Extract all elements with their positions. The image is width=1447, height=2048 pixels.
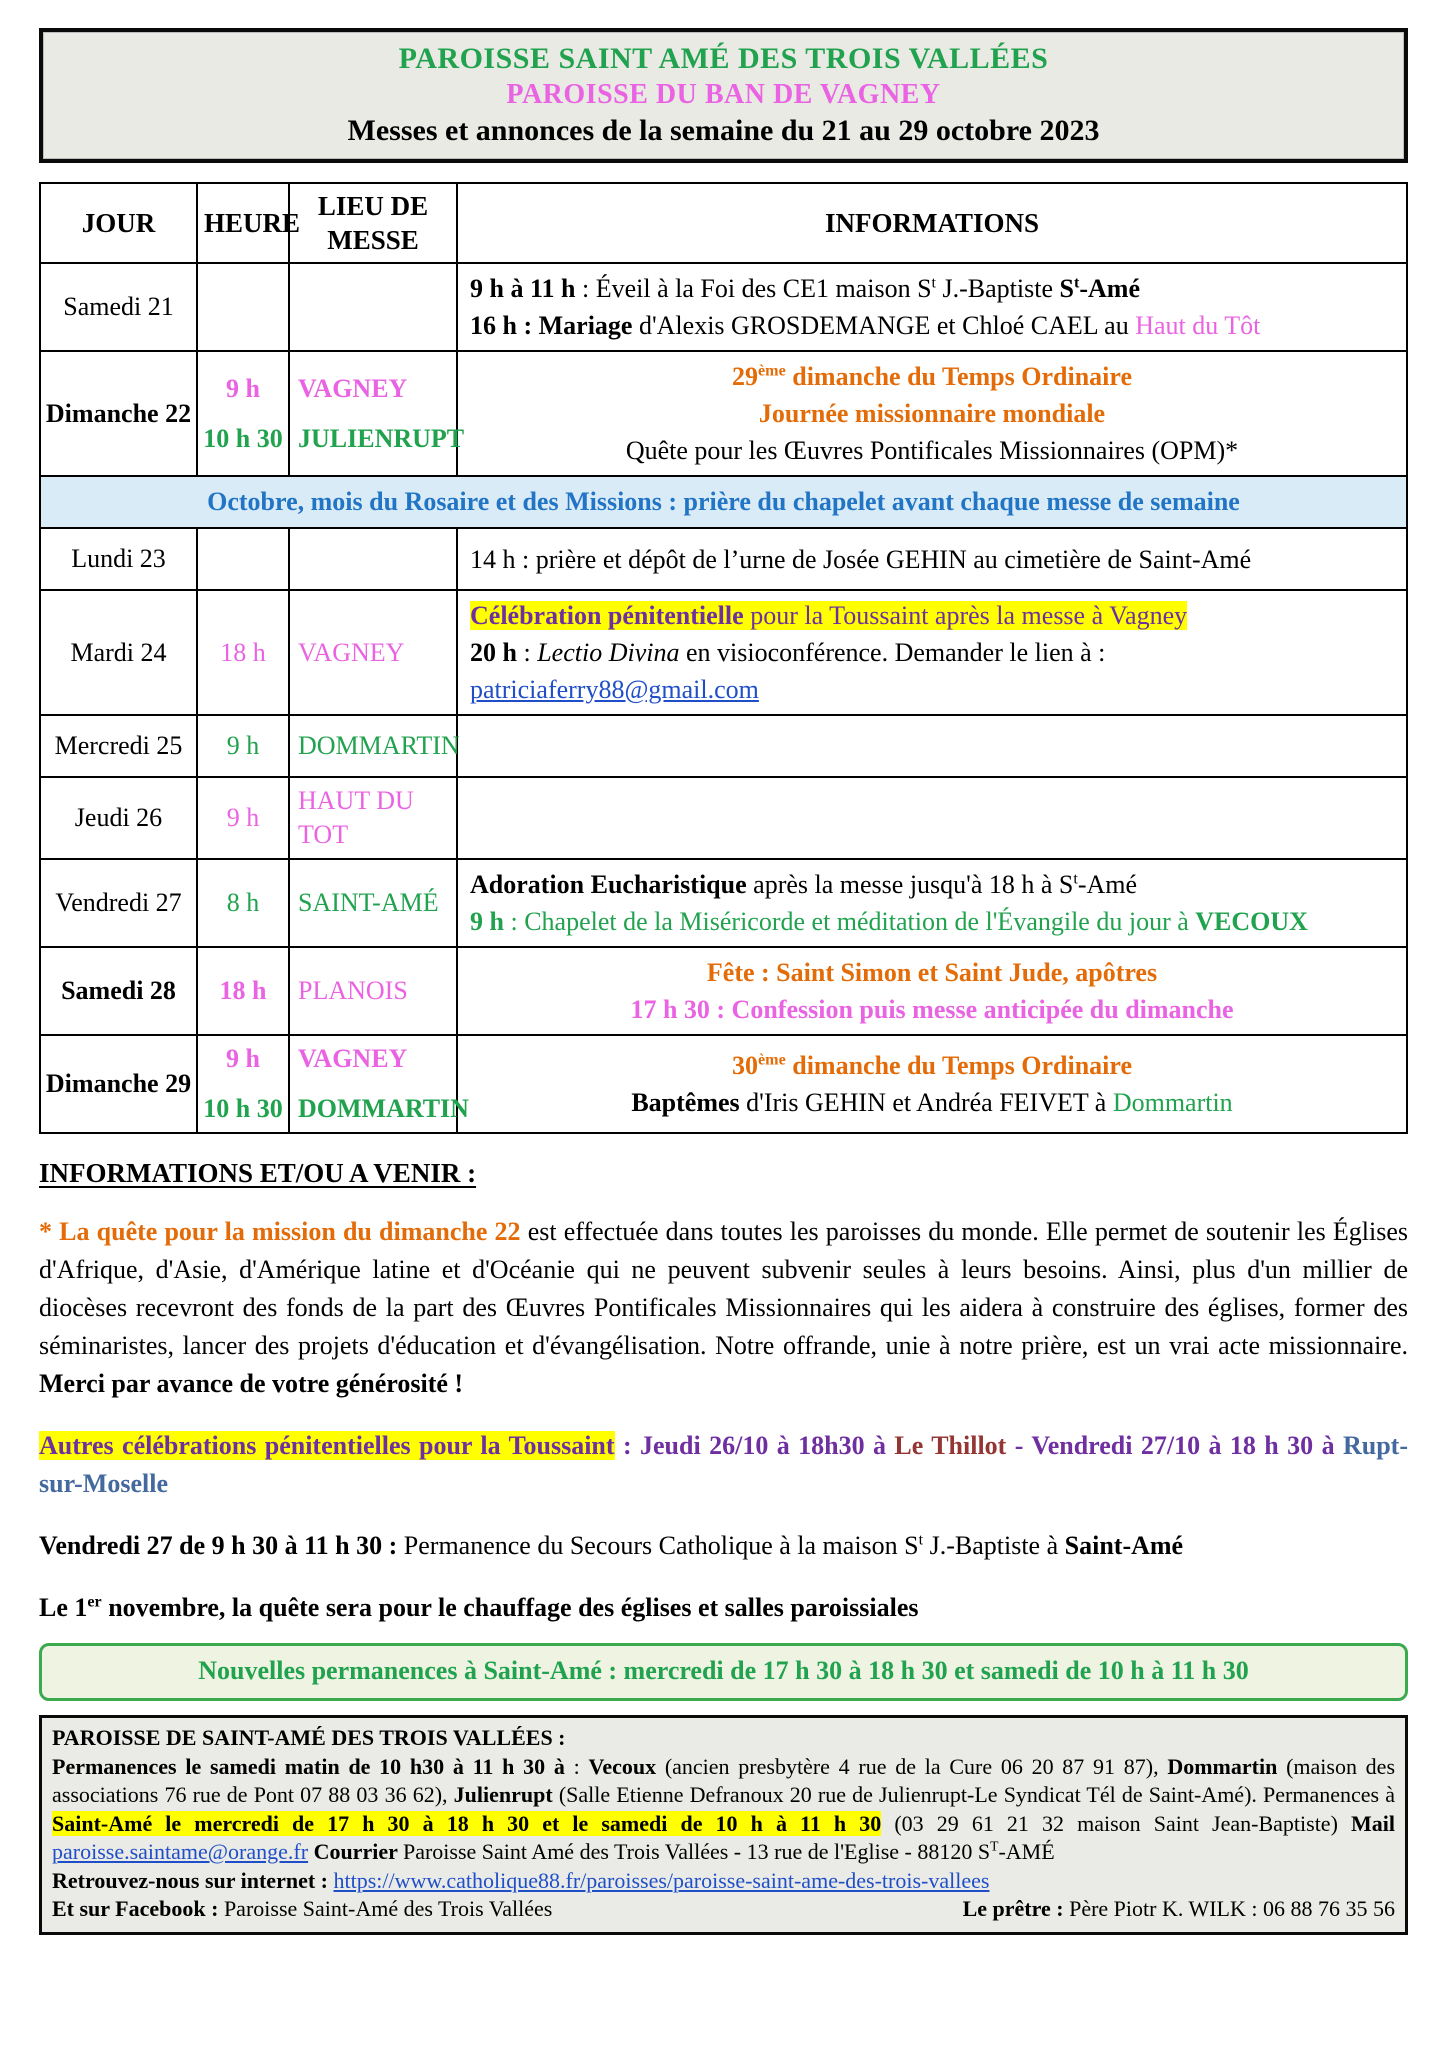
text-segment: 10 h 30 [203, 1094, 283, 1123]
day-label: Dimanche 22 [45, 398, 192, 428]
text-segment: (ancien presbytère 4 rue de la Cure 06 20 87 91 87), [656, 1753, 1168, 1779]
text-segment: (maison des associations 76 rue de Pont 07 88 03 36 62), [52, 1753, 1396, 1807]
day-label: Vendredi 27 [55, 888, 182, 917]
table-row [40, 528, 1407, 590]
hour-value [200, 1092, 286, 1126]
text-segment: Le 1 [39, 1593, 88, 1622]
table-header-row [40, 183, 1407, 263]
footer-facebook [52, 1895, 552, 1924]
text-segment: d'Iris GEHIN et Andréa FEIVET à [739, 1088, 1113, 1117]
place-cell [289, 263, 457, 351]
day-cell [40, 528, 197, 590]
text-segment: dimanche du Temps Ordinaire [785, 1051, 1132, 1080]
text-segment: 9 h à 11 h [470, 274, 582, 303]
text-segment: 17 h 30 : Confession puis messe anticipée du dimanche [630, 995, 1234, 1024]
info-cell [457, 947, 1407, 1035]
hour-value [200, 636, 286, 670]
place-value [298, 636, 454, 670]
hour-value [200, 886, 286, 920]
text-segment: SAINT-AMÉ [298, 888, 439, 917]
col-header-heure: HEURE [197, 183, 289, 263]
text-segment: VAGNEY [298, 637, 405, 667]
hour-cell [197, 590, 289, 715]
text-segment: Journée missionnaire mondiale [758, 399, 1106, 428]
place-value [298, 886, 454, 920]
place-cell [289, 351, 465, 476]
week-subtitle: Messes et annonces de la semaine du 21 au 29 octobre 2023 [347, 114, 1100, 147]
footer-internet-line [52, 1867, 1395, 1896]
place-value [298, 372, 454, 406]
table-row [40, 859, 1407, 947]
hour-cell [197, 528, 289, 590]
text-segment: Haut du Tôt [1135, 311, 1261, 340]
info-line [470, 307, 1394, 344]
text-segment: Quête pour les Œuvres Pontificales Missionnaires (OPM)* [625, 436, 1239, 465]
text-segment: Saint-Amé [1064, 1531, 1184, 1560]
text-segment: 29 [732, 362, 758, 391]
hour-value [200, 974, 286, 1008]
text-segment: : Chapelet de la Miséricorde et méditation de l'Évangile du jour à [503, 907, 1196, 936]
text-segment: Vendredi 27 de 9 h 30 à 11 h 30 : [39, 1531, 398, 1560]
hour-value [200, 801, 286, 835]
day-label: Mercredi 25 [54, 731, 183, 760]
day-cell [40, 715, 197, 777]
hour-cell [197, 859, 289, 947]
day-label: Dimanche 29 [45, 1069, 192, 1098]
place-value [298, 729, 460, 763]
parish-title-2: PAROISSE DU BAN DE VAGNEY [506, 79, 941, 110]
place-value [298, 1092, 469, 1126]
text-segment: 14 h : prière et dépôt de l’urne de Josée GEHIN au cimetière de Saint-Amé [470, 544, 1252, 574]
place-value [298, 422, 465, 456]
text-segment: Vecoux [588, 1753, 657, 1779]
text-segment: Paroisse Saint-Amé des Trois Vallées [223, 1896, 553, 1921]
hour-cell [197, 715, 289, 777]
hour-value [200, 422, 286, 456]
info-line [470, 866, 1394, 903]
text-segment: Adoration Eucharistique [470, 870, 747, 899]
text-segment: : Éveil à la Foi des CE1 maison S [582, 274, 932, 303]
text-segment: Paroisse Saint Amé des Trois Vallées - 13 rue de l'Eglise - 88120 S [402, 1839, 991, 1864]
text-segment: 9 h [470, 907, 504, 936]
text-segment: 9 h [226, 803, 260, 832]
text-segment: Merci par avance de votre générosité ! [39, 1369, 464, 1398]
text-segment: VECOUX [1195, 907, 1308, 936]
text-segment: S [1059, 274, 1074, 303]
text-segment: Autres célébrations pénitentielles pour la Toussaint [39, 1431, 615, 1460]
table-row [40, 947, 1407, 1035]
info-line [470, 1084, 1394, 1121]
secours-catholique-paragraph [39, 1527, 1408, 1565]
text-segment: 9 h [226, 1044, 260, 1073]
text-segment: Permanence du Secours Catholique à la maison S [397, 1531, 919, 1560]
text-segment: HAUT DU TOT [298, 786, 414, 849]
text-segment: VAGNEY [298, 1044, 408, 1073]
text-segment: Courrier [313, 1839, 403, 1864]
section-heading: INFORMATIONS ET/OU A VENIR : [39, 1158, 477, 1188]
text-segment: J.-Baptiste [936, 274, 1060, 303]
hour-cell [197, 1035, 289, 1133]
text-segment: dimanche du Temps Ordinaire [785, 362, 1132, 391]
table-row [40, 777, 1407, 859]
text-segment: (Salle Etienne Defranoux 20 rue de Julienrupt-Le Syndicat Tél de Saint-Amé). Permanences à [552, 1782, 1395, 1807]
text-segment: Saint-Amé le mercredi de 17 h 30 à 18 h 30 et le samedi de 10 h à 11 h 30 [52, 1810, 882, 1836]
footer-title [52, 1724, 1395, 1753]
footer-box [39, 1715, 1408, 1935]
text-segment: après la messe jusqu'à 18 h à S [746, 870, 1074, 899]
hour-value [200, 372, 286, 406]
text-segment: 10 h 30 [203, 423, 283, 453]
place-cell [289, 859, 457, 947]
table-row [40, 351, 1407, 476]
text-segment: PLANOIS [298, 976, 408, 1005]
info-cell [457, 777, 1407, 859]
footer-pretre [963, 1895, 1395, 1924]
place-cell [289, 528, 457, 590]
schedule-table [39, 182, 1408, 1134]
col-header-informations: INFORMATIONS [457, 183, 1407, 263]
hour-cell [197, 263, 289, 351]
info-cell [457, 528, 1407, 590]
info-cell [457, 1035, 1407, 1133]
info-line [470, 1047, 1394, 1084]
text-segment: Dommartin [1167, 1753, 1278, 1779]
info-cell [457, 351, 1407, 476]
permanences-box [39, 1643, 1408, 1701]
text-segment: ème [758, 1051, 786, 1069]
text-segment: 18 h [219, 976, 267, 1005]
info-line [470, 541, 1394, 578]
text-segment: J.-Baptiste à [923, 1531, 1065, 1560]
place-value [298, 784, 454, 852]
text-segment: t [918, 1531, 924, 1549]
info-cell [457, 590, 1407, 715]
day-cell [40, 777, 197, 859]
info-cell [457, 263, 1407, 351]
text-segment: 8 h [226, 888, 260, 917]
day-label: Samedi 28 [61, 976, 176, 1005]
text-segment: : [516, 638, 538, 667]
info-line [470, 597, 1394, 634]
rosary-banner [40, 476, 1407, 528]
text-segment: Père Piotr K. WILK : 06 88 76 35 56 [1069, 1896, 1395, 1921]
text-segment: Nouvelles permanences à Saint-Amé : mercredi de 17 h 30 à 18 h 30 et samedi de 10 h à 11 h 30 [198, 1656, 1249, 1685]
table-row [40, 590, 1407, 715]
table-row [40, 715, 1407, 777]
text-segment: Fête : Saint Simon et Saint Jude, apôtres [706, 958, 1158, 987]
rosary-banner-row [40, 476, 1407, 528]
text-segment: 30 [732, 1051, 758, 1080]
text-segment: - Vendredi 27/10 à 18 h 30 à [1006, 1431, 1343, 1460]
hour-cell [197, 351, 289, 476]
info-line [470, 432, 1394, 469]
table-row [40, 1035, 1407, 1133]
hour-cell [197, 777, 289, 859]
day-cell [40, 351, 197, 476]
text-segment: Permanences le samedi matin de 10 h30 à 11 h 30 à [52, 1753, 565, 1779]
text-segment: Dommartin [1112, 1088, 1233, 1117]
table-row [40, 263, 1407, 351]
text-segment: PAROISSE DE SAINT-AMÉ DES TROIS VALLÉES : [52, 1725, 566, 1750]
text-segment: Le Thillot [894, 1431, 1007, 1460]
text-segment: Mail [1351, 1810, 1395, 1836]
text-segment: * La quête pour la mission du dimanche 22 [39, 1217, 521, 1246]
text-segment: novembre, la quête sera pour le chauffage des églises et salles paroissiales [101, 1593, 919, 1622]
info-line [470, 358, 1394, 395]
place-cell [289, 590, 457, 715]
day-label: Lundi 23 [71, 544, 166, 573]
text-segment: 9 h [226, 373, 260, 403]
text-segment: pour la Toussaint après la messe à Vagney [743, 601, 1188, 630]
info-line [470, 395, 1394, 432]
text-segment: 20 h [470, 638, 517, 667]
text-segment: est effectuée dans toutes les paroisses du monde. Elle permet de soutenir les Églises d'Afrique, d'Asie, d'Amérique latine et d'Océanie qui ne peuvent subvenir seules à leurs besoins. Ainsi, plus d'un millier de diocèses recevront des fonds de la part des Œuvres Pontificales Missionnaires qui les aidera à construire des églises, former des séminaristes, lancer des projets d'éducation et d'évangélisation. Notre offrande, unie à notre prière, est un vrai acte missionnaire. [39, 1217, 1408, 1360]
col-header-lieu-de-messe: LIEU DE MESSE [289, 183, 457, 263]
place-cell [289, 777, 457, 859]
schedule-table-body [40, 263, 1407, 1133]
info-cell [457, 715, 1407, 777]
text-segment: Et sur Facebook : [52, 1896, 224, 1921]
info-line [470, 671, 1394, 708]
info-cell [457, 859, 1407, 947]
quete-mission-paragraph [39, 1213, 1408, 1403]
info-line [470, 270, 1394, 307]
text-segment: -Amé [1079, 274, 1140, 303]
place-value [298, 974, 454, 1008]
text-segment: 18 h [220, 637, 266, 667]
day-label: Mardi 24 [70, 637, 167, 667]
text-segment: : [564, 1753, 589, 1779]
day-cell [40, 859, 197, 947]
parish-title-1: PAROISSE SAINT AMÉ DES TROIS VALLÉES [398, 42, 1049, 75]
day-label: Samedi 21 [63, 292, 174, 321]
website-link[interactable]: https://www.catholique88.fr/paroisses/paroisse-saint-ame-des-trois-vallees [333, 1867, 990, 1893]
text-segment: Octobre, mois du Rosaire et des Missions : prière du chapelet avant chaque messe de semaine [207, 487, 1240, 516]
place-value [298, 1042, 454, 1076]
text-segment: Retrouvez-nous sur internet : [52, 1867, 334, 1893]
footer-permanences-paragraph [52, 1753, 1395, 1867]
text-segment: d'Alexis GROSDEMANGE et Chloé CAEL au [632, 311, 1136, 340]
quete-novembre-paragraph [39, 1589, 1408, 1627]
day-cell [40, 590, 197, 715]
info-line [470, 903, 1394, 940]
text-segment: Baptêmes [631, 1088, 740, 1117]
text-segment: Lectio Divina [537, 638, 680, 667]
place-cell [289, 947, 457, 1035]
info-line [470, 954, 1394, 991]
text-segment: -Amé [1077, 870, 1138, 899]
text-segment: -AMÉ [998, 1839, 1055, 1864]
document-header [39, 28, 1408, 163]
day-cell [40, 263, 197, 351]
email-link[interactable]: patriciaferry88@gmail.com [470, 675, 759, 704]
text-segment: VAGNEY [298, 373, 408, 403]
text-segment: er [87, 1593, 102, 1611]
text-segment: t [931, 274, 937, 292]
text-segment: T [990, 1838, 999, 1854]
autres-celebrations-paragraph [39, 1427, 1408, 1503]
col-header-jour: JOUR [40, 183, 197, 263]
footer-bottom-line [52, 1895, 1395, 1924]
text-segment: t [1073, 870, 1078, 888]
info-line [470, 634, 1394, 671]
text-segment: (03 29 61 21 32 maison Saint Jean-Baptiste) [881, 1810, 1351, 1836]
text-segment: Le prêtre : [962, 1896, 1070, 1921]
day-cell [40, 947, 197, 1035]
day-label: Jeudi 26 [74, 803, 163, 832]
text-segment: Célébration pénitentielle [470, 601, 744, 630]
text-segment: Julienrupt [453, 1782, 553, 1807]
text-segment: DOMMARTIN [298, 731, 460, 760]
text-segment: ème [758, 362, 786, 380]
hour-cell [197, 947, 289, 1035]
text-segment: 16 h : Mariage [470, 311, 633, 340]
hour-value [200, 1042, 286, 1076]
info-line [470, 991, 1394, 1028]
text-segment: 9 h [226, 731, 260, 760]
place-cell [289, 715, 460, 777]
text-segment: t [1073, 274, 1080, 292]
text-segment: : Jeudi 26/10 à 18h30 à [614, 1431, 895, 1460]
hour-value [200, 729, 286, 763]
text-segment: DOMMARTIN [298, 1094, 469, 1123]
text-segment: Rupt-sur-Moselle [39, 1431, 1408, 1498]
day-cell [40, 1035, 197, 1133]
text-segment: JULIENRUPT [298, 423, 465, 453]
footer-email-link[interactable]: paroisse.saintame@orange.fr [52, 1839, 309, 1864]
text-segment: en visioconférence. Demander le lien à : [679, 638, 1106, 667]
place-cell [289, 1035, 469, 1133]
